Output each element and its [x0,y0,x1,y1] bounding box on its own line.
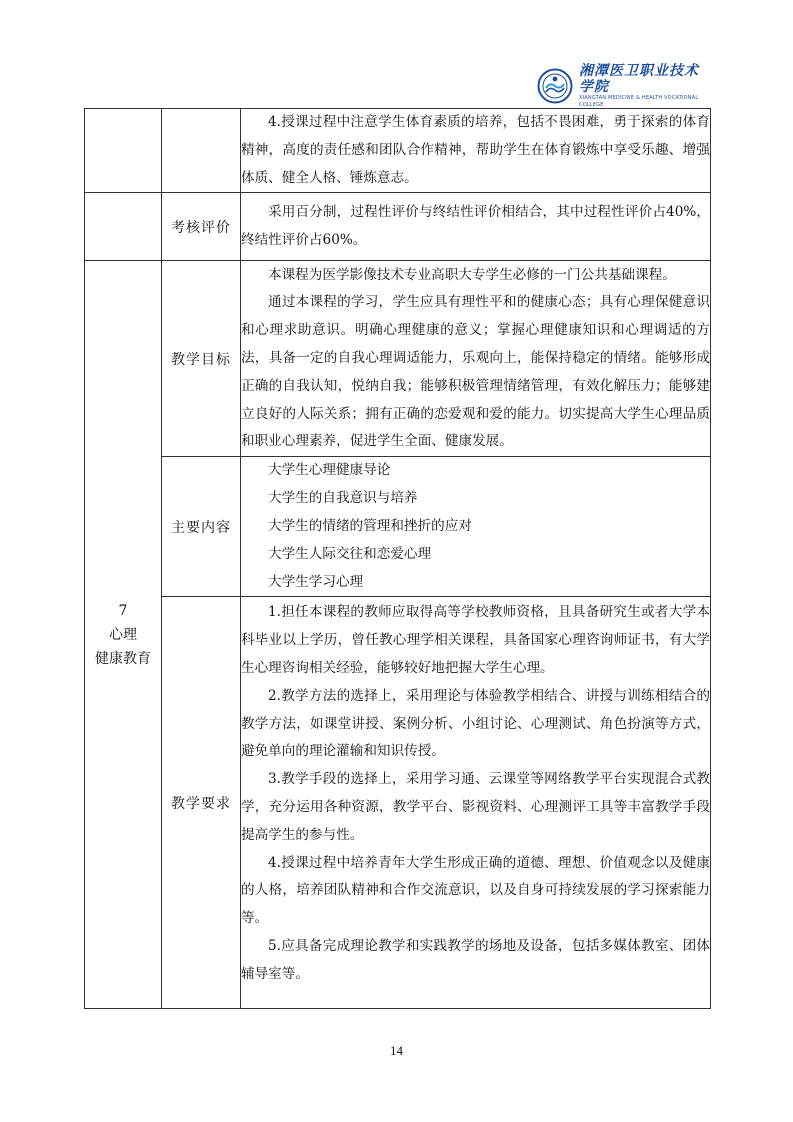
course-name-line2: 健康教育 [95,650,151,667]
goal-paragraph: 本课程为医学影像技术专业高职大专学生必修的一门公共基础课程。 [268,266,676,283]
content-item: 大学生的自我意识与培养 [268,490,418,507]
course-name-line1: 心理 [109,626,137,643]
empty-cell [85,193,162,261]
requirement-paragraph: 4.授课过程中培养青年大学生形成正确的道德、理想、价值观念以及健康的人格，培养团队精神和合作交流意识，以及自身可持续发展的学习探索能力等。 [241,854,710,927]
requirement-cell [241,597,711,1009]
requirement-paragraph: 5.应具备完成理论教学和实践教学的场地及设备，包括多媒体教室、团体辅导室等。 [241,937,710,982]
prev-requirement-cell [241,109,711,193]
assessment-cell [241,193,711,261]
content-item: 大学生人际交往和恋爱心理 [268,545,432,562]
assessment-text: 采用百分制，过程性评价与终结性评价相结合，其中过程性评价占40%，终结性评价占60%。 [241,204,710,248]
content-item: 大学生学习心理 [268,573,364,590]
logo-chinese-name: 湘潭医卫职业技术学院 [579,63,699,95]
course-name-cell [85,261,162,1009]
logo-english-name: XIANGTAN MEDICINE & HEALTH VOCATIONAL COLLEGE [579,95,699,108]
requirement-paragraph: 1.担任本课程的教师应取得高等学校教师资格，且具备研究生或者大学本科毕业以上学历，曾任教心理学相关课程，具备国家心理咨询师证书，有大学生心理咨询相关经验，能够较好地把握大学生心理。 [241,604,710,676]
requirement-label: 教学要求 [162,597,241,1009]
assessment-label: 考核评价 [162,193,241,261]
page-number: 14 [390,1043,403,1058]
table-row [85,597,711,1009]
requirement-paragraph: 4.授课过程中注意学生体育素质的培养，包括不畏困难，勇于探索的体育精神，高度的责任感和团队合作精神，帮助学生在体育锻炼中享受乐趣、增强体质、健全人格、锤炼意志。 [241,114,710,186]
requirement-paragraph: 3.教学手段的选择上，采用学习通、云课堂等网络教学平台实现混合式教学，充分运用各种资源，教学平台、影视资料、心理测评工具等丰富教学手段提高学生的参与性。 [241,771,710,843]
content-item: 大学生的情绪的管理和挫折的应对 [268,517,472,534]
college-logo [537,63,707,108]
content-cell [241,457,711,597]
table-row [85,261,711,457]
content-item: 大学生心理健康导论 [268,462,391,479]
empty-cell [162,109,241,193]
table-row [85,109,711,193]
empty-cell [85,109,162,193]
table-row [85,193,711,261]
table-row [85,457,711,597]
goal-paragraph: 通过本课程的学习，学生应具有理性平和的健康心态；具有心理保健意识和心理求助意识。明确心理健康的意义；掌握心理健康知识和心理调适的方法，具备一定的自我心理调适能力，乐观向上，能保持稳定的情绪。能够形成正确的自我认知，悦纳自我；能够积极管理情绪管理，有效化解压力；能够建立良好的人际关系；拥有正确的恋爱观和爱的能力。切实提高大学生心理品质和职业心理素养，促进学生全面、健康发展。 [241,294,710,450]
goal-cell [241,261,711,457]
requirement-paragraph: 2.教学方法的选择上，采用理论与体验教学相结合、讲授与训练相结合的教学方法，如课堂讲授、案例分析、小组讨论、心理测试、角色扮演等方式，避免单向的理论灌输和知识传授。 [241,687,710,760]
content-label: 主要内容 [162,457,241,597]
goal-label: 教学目标 [162,261,241,457]
college-emblem-icon [537,68,573,104]
course-number: 7 [118,602,128,619]
curriculum-table [84,108,711,1009]
